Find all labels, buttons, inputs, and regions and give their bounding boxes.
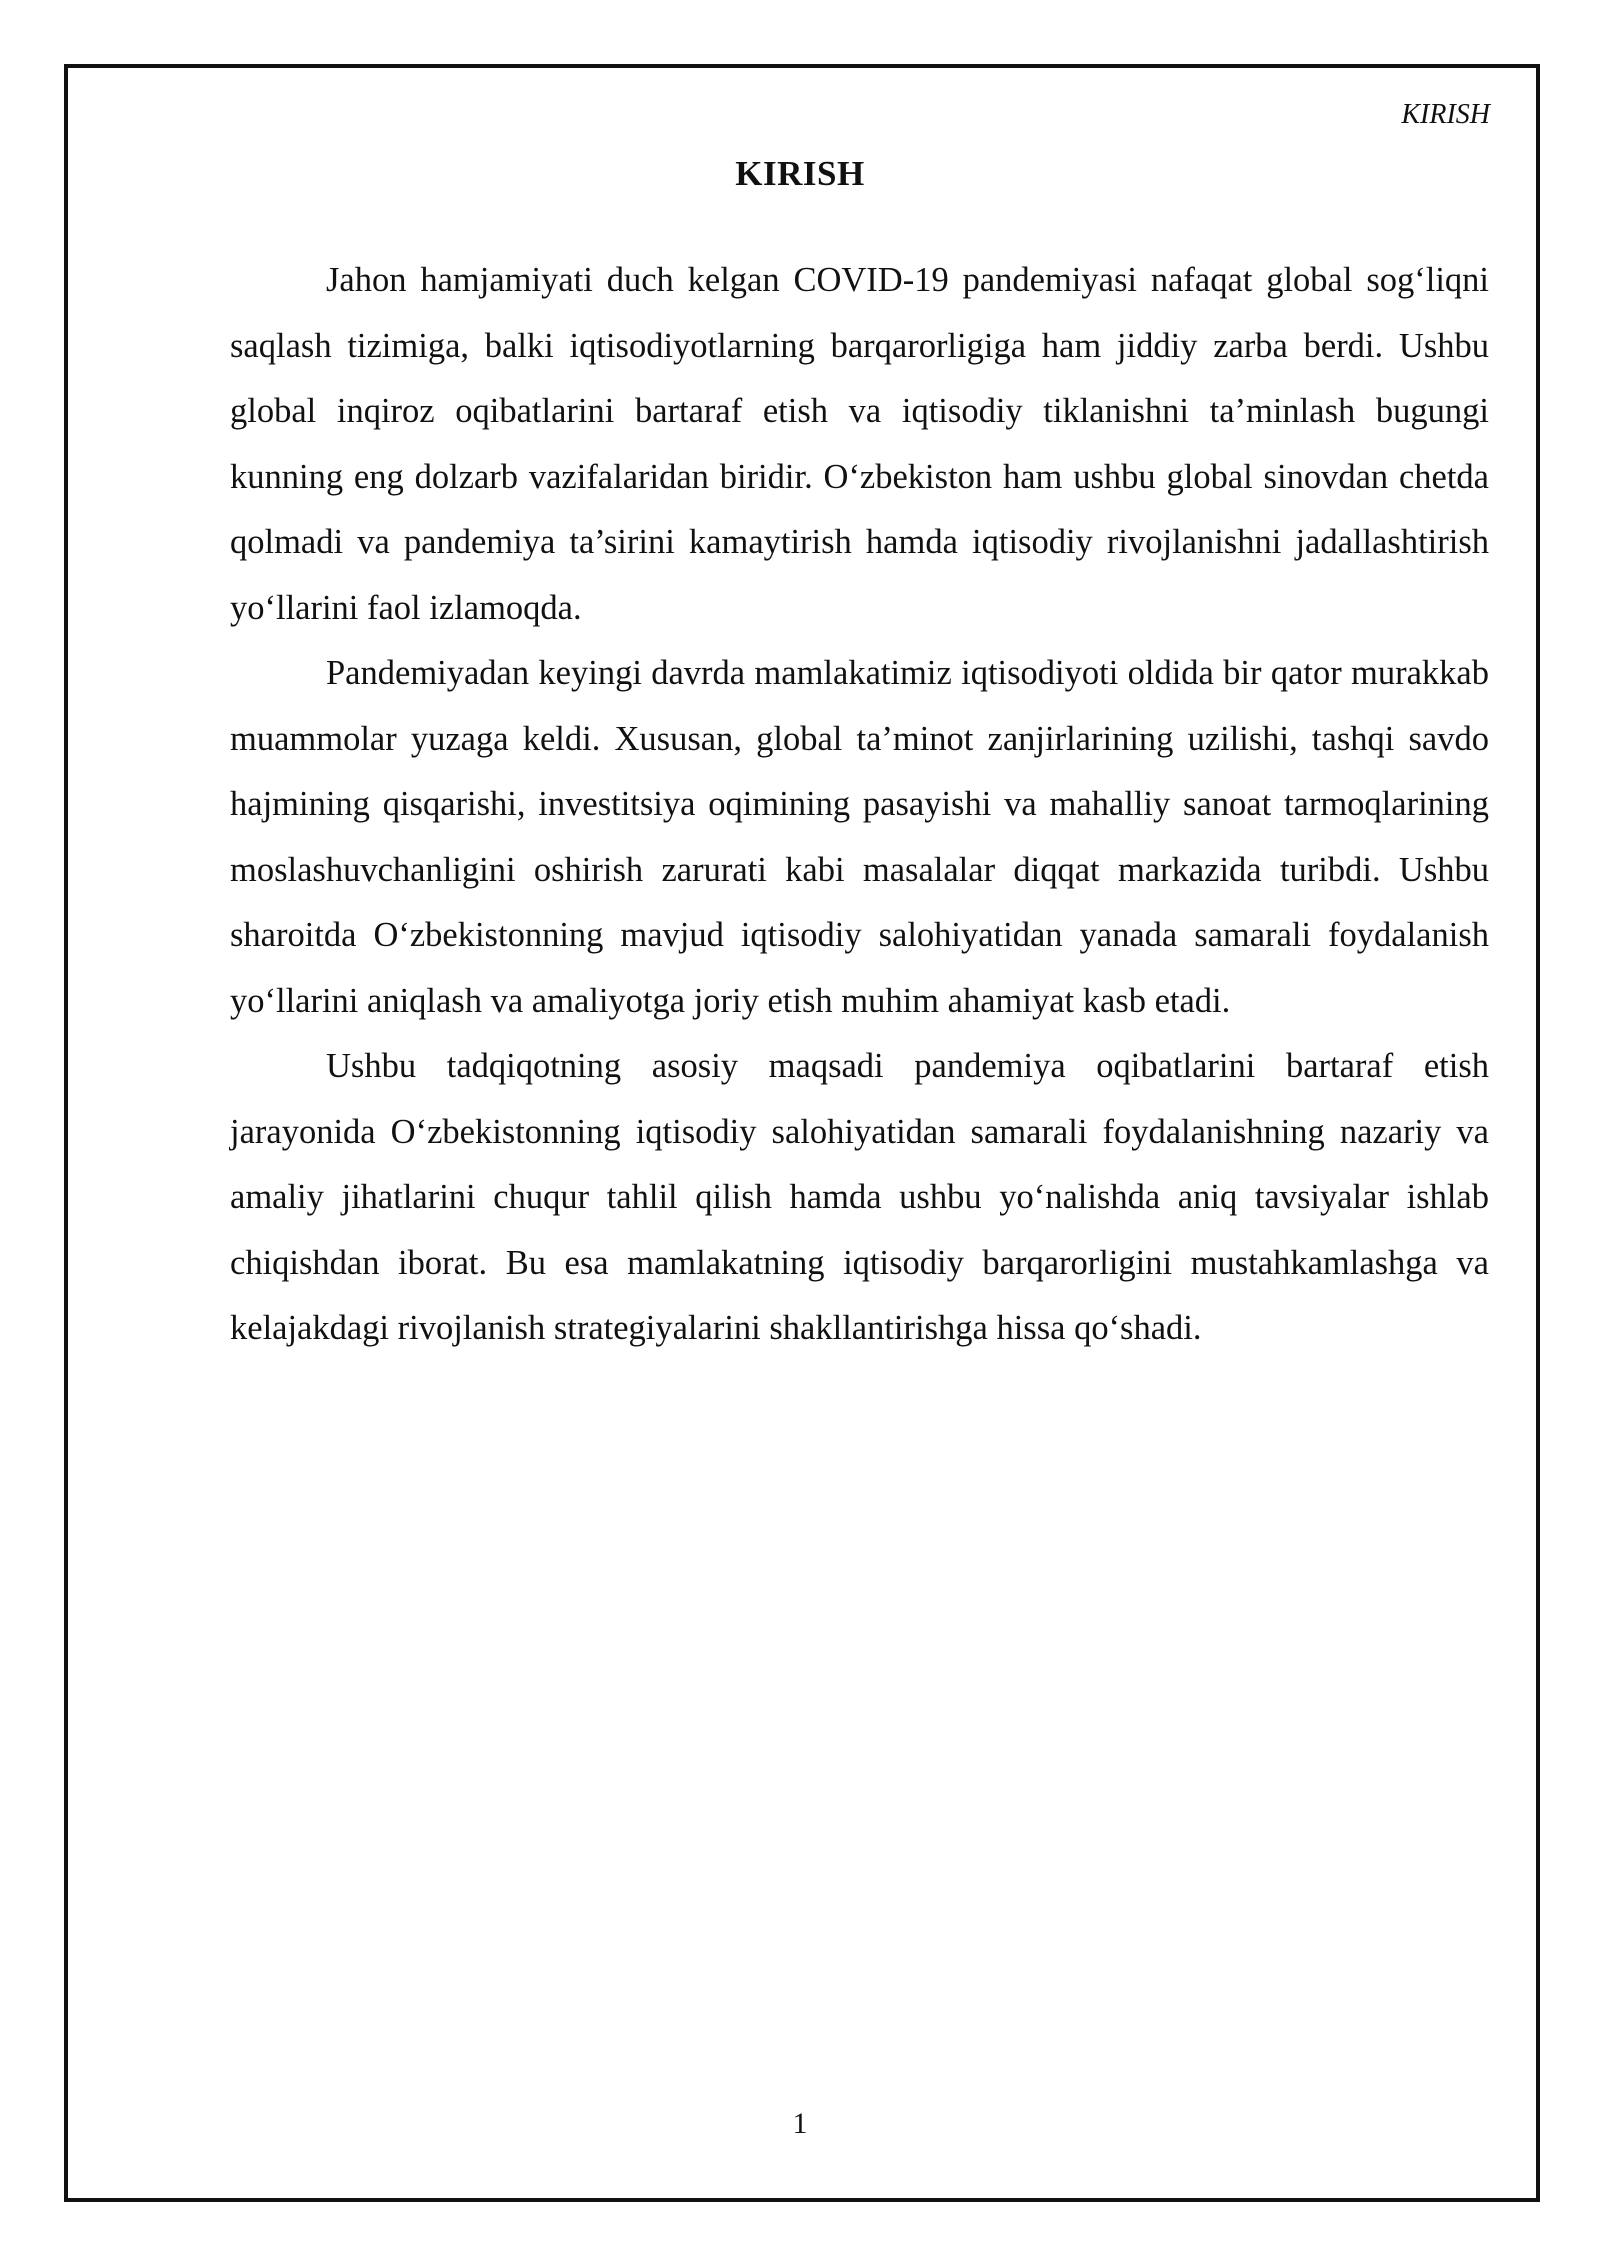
page-title: KIRISH: [735, 154, 865, 193]
body-paragraph: Jahon hamjamiyati duch kelgan COVID-19 pandemiyasi nafaqat global sog‘liqni saqlash tizimiga, balki iqtisodiyotlarning barqarorligiga ham jiddiy zarba berdi. Ushbu global inqiroz oqibatlarini bartaraf etish va iqtisodiy tiklanishni ta’minlash bugungi kunning eng dolzarb vazifalaridan biridir. O‘zbekiston ham ushbu global sinovdan chetda qolmadi va pandemiya ta’sirini kamaytirish hamda iqtisodiy rivojlanishni jadallashtirish yo‘llarini faol izlamoqda.: [230, 261, 1489, 627]
body-paragraph: Pandemiyadan keyingi davrda mamlakatimiz iqtisodiyoti oldida bir qator murakkab muammolar yuzaga keldi. Xususan, global ta’minot zanjirlarining uzilishi, tashqi savdo hajmining qisqarishi, investitsiya oqimining pasayishi va mahalliy sanoat tarmoqlarining moslashuvchanligini oshirish zarurati kabi masalalar diqqat markazida turibdi. Ushbu sharoitda O‘zbekistonning mavjud iqtisodiy salohiyatidan yanada samarali foydalanish yo‘llarini aniqlash va amaliyotga joriy etish muhim ahamiyat kasb etadi.: [230, 654, 1489, 1020]
page-number: 1: [792, 2107, 808, 2140]
running-header: KIRISH: [1401, 99, 1490, 130]
body-paragraph: Ushbu tadqiqotning asosiy maqsadi pandemiya oqibatlarini bartaraf etish jarayonida O‘zbekistonning iqtisodiy salohiyatidan samarali foydalanishning nazariy va amaliy jihatlarini chuqur tahlil qilish hamda ushbu yo‘nalishda aniq tavsiyalar ishlab chiqishdan iborat. Bu esa mamlakatning iqtisodiy barqarorligini mustahkamlashga va kelajakdagi rivojlanish strategiyalarini shakllantirishga hissa qo‘shadi.: [230, 1047, 1489, 1347]
document-body: [230, 248, 1489, 1362]
